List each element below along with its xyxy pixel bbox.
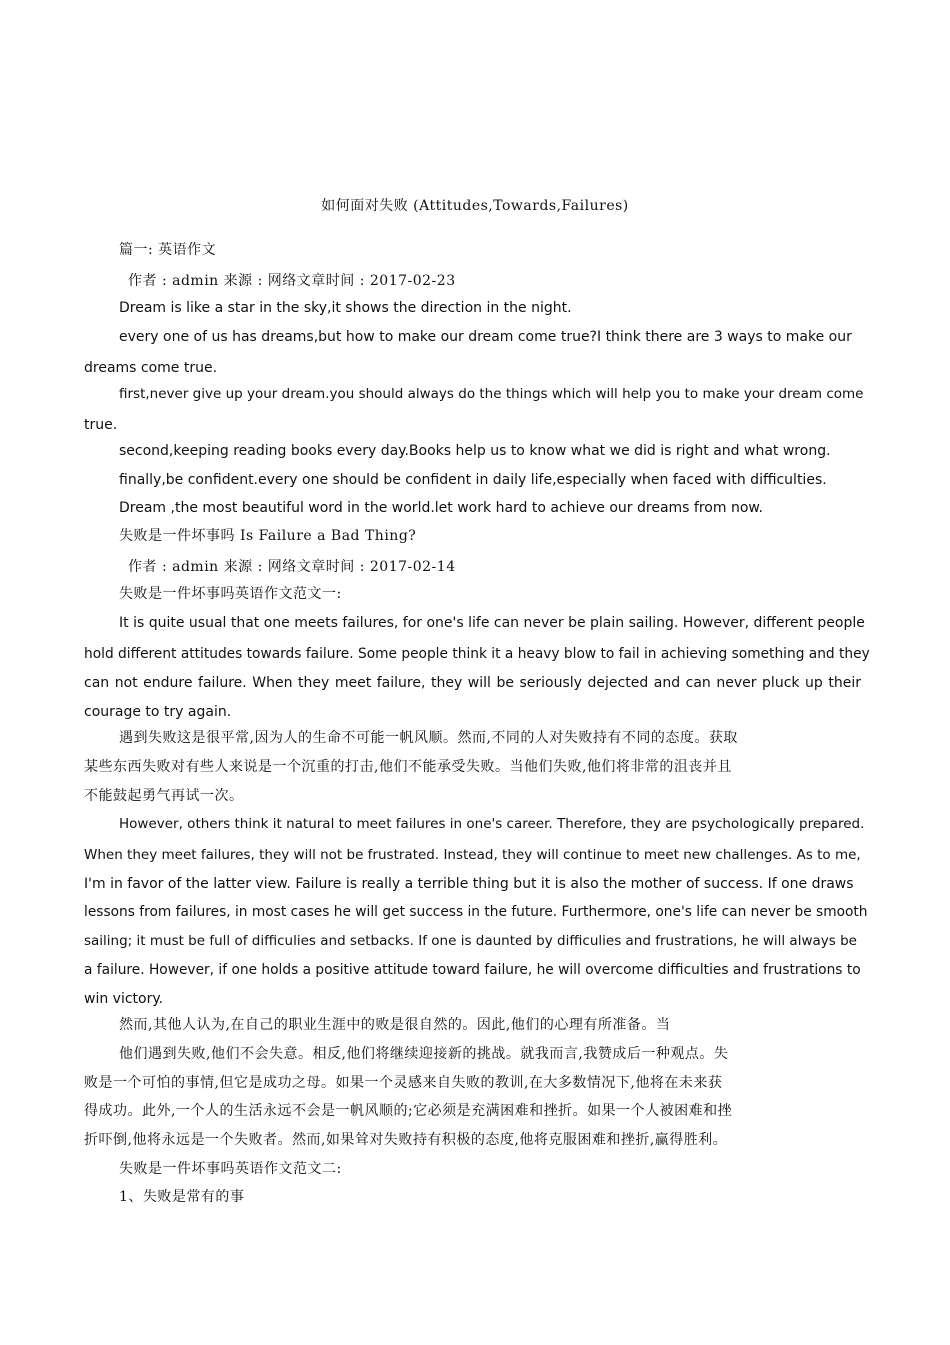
paragraph-line: lessons from failures, in most cases he will get success in the future. Furthermore, one's life can never be smooth [84, 904, 868, 920]
paragraph-line-cn: 然而,其他人认为,在自己的职业生涯中的败是很自然的。因此,他们的心理有所准备。当 [119, 1017, 671, 1033]
section-header-essay: 篇一: 英语作文 [119, 242, 217, 258]
paragraph-line: I'm in favor of the latter view. Failure is really a terrible thing but it is also the mother of success. If one draws [84, 876, 854, 892]
sample-header: 失败是一件坏事吗英语作文范文二: [119, 1161, 342, 1177]
paragraph-line: sailing; it must be full of difficulies and setbacks. If one is daunted by difficulies and frustrations, he will always be [84, 933, 857, 949]
paragraph-line-cn: 他们遇到失败,他们不会失意。相反,他们将继续迎接新的挑战。就我而言,我赞成后一种观点。失 [119, 1046, 729, 1062]
paragraph-line: win victory. [84, 991, 164, 1007]
section-header-failure: 失败是一件坏事吗 Is Failure a Bad Thing? [119, 528, 417, 544]
paragraph-line: Dream ,the most beautiful word in the world.let work hard to achieve our dreams from now. [119, 500, 764, 516]
article-meta: 作者 : admin 来源 : 网络文章时间 : 2017-02-23 [128, 273, 456, 289]
document-title: 如何面对失败 (Attitudes,Towards,Failures) [321, 198, 629, 214]
paragraph-line: can not endure failure. When they meet failure, they will be seriously dejected and can never pluck up their [84, 675, 861, 691]
paragraph-line: true. [84, 417, 118, 433]
paragraph-line-cn: 折吓倒,他将永远是一个失败者。然而,如果耸对失败持有积极的态度,他将克服困难和挫折,赢得胜利。 [84, 1132, 728, 1148]
paragraph-line: courage to try again. [84, 704, 232, 720]
paragraph-line: hold different attitudes towards failure. Some people think it a heavy blow to fail in achieving something and they [84, 646, 870, 662]
paragraph-line-cn: 得成功。此外,一个人的生活永远不会是一帆风顺的;它必须是充满困难和挫折。如果一个人被困难和挫 [84, 1103, 733, 1119]
paragraph-line-cn: 遇到失败这是很平常,因为人的生命不可能一帆风顺。然而,不同的人对失败持有不同的态度。获取 [119, 730, 738, 746]
article-meta: 作者 : admin 来源 : 网络文章时间 : 2017-02-14 [128, 559, 456, 575]
paragraph-line: When they meet failures, they will not be frustrated. Instead, they will continue to meet new challenges. As to me, [84, 847, 861, 863]
paragraph-line: every one of us has dreams,but how to make our dream come true?I think there are 3 ways to make our [119, 329, 852, 345]
paragraph-line: However, others think it natural to meet failures in one's career. Therefore, they are psychologically prepared. [119, 816, 865, 832]
list-item: 1、失败是常有的事 [119, 1189, 245, 1205]
paragraph-line: dreams come true. [84, 360, 218, 376]
sample-header: 失败是一件坏事吗英语作文范文一: [119, 586, 342, 602]
paragraph-line: first,never give up your dream.you should always do the things which will help you to make your dream come [119, 386, 864, 402]
paragraph-line: Dream is like a star in the sky,it shows the direction in the night. [119, 300, 572, 316]
paragraph-line-cn: 某些东西失败对有些人来说是一个沉重的打击,他们不能承受失败。当他们失败,他们将非常的沮丧并且 [84, 759, 732, 775]
paragraph-line: second,keeping reading books every day.Books help us to know what we did is right and what wrong. [119, 443, 831, 459]
paragraph-line: It is quite usual that one meets failures, for one's life can never be plain sailing. However, different people [119, 615, 865, 631]
paragraph-line: finally,be confident.every one should be confident in daily life,especially when faced with difficulties. [119, 472, 827, 488]
paragraph-line-cn: 败是一个可怕的事情,但它是成功之母。如果一个灵感来自失败的教训,在大多数情况下,他将在未来获 [84, 1075, 723, 1091]
paragraph-line-cn: 不能鼓起勇气再试一次。 [84, 788, 244, 804]
paragraph-line: a failure. However, if one holds a positive attitude toward failure, he will overcome difficulties and frustrations to [84, 962, 861, 978]
